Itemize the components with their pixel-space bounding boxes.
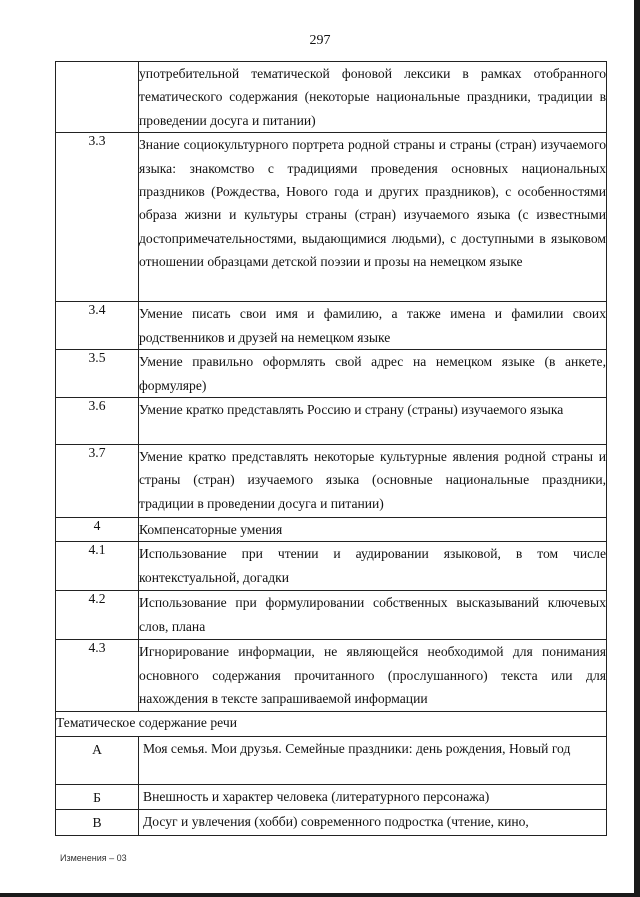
row-text: Компенсаторные умения <box>139 518 607 542</box>
row-text: Умение кратко представлять некоторые культурные явления родной страны и страны (стран) изучаемого языка (основные национальные праздники, традиции в проведении досуга и питании) <box>139 445 607 518</box>
row-text: Использование при чтении и аудировании языковой, в том числе контекстуальной, догадки <box>139 542 607 591</box>
page-number: 297 <box>309 33 331 48</box>
row-number: 4 <box>56 518 139 542</box>
row-text: Умение кратко представлять Россию и страну (страны) изучаемого языка <box>139 398 607 445</box>
table-row <box>56 591 607 640</box>
row-number: 3.5 <box>56 350 139 398</box>
row-letter: Б <box>56 784 139 809</box>
content-table <box>55 61 607 836</box>
row-number: 3.4 <box>56 302 139 350</box>
row-text: Знание социокультурного портрета родной страны и страны (стран) изучаемого языка: знакомство с традициями проведения основных национальных праздников (Рождества, Нового года и других праздников), с особенностями образа жизни и культуры страны (стран) изучаемого языка (с известными достопримечательностями, выдающимися людьми), с доступными в языковом отношении образцами детской поэзии и прозы на немецком языке <box>139 133 607 302</box>
table-row <box>56 62 607 133</box>
row-number: 4.1 <box>56 542 139 591</box>
row-text: употребительной тематической фоновой лексики в рамках отобранного тематического содержания (некоторые национальные праздники, традиции в проведении досуга и питании) <box>139 62 607 133</box>
row-number <box>56 62 139 133</box>
table-row <box>56 445 607 518</box>
page-footer: Изменения – 03 <box>60 853 127 863</box>
table-row <box>56 518 607 542</box>
row-number: 4.2 <box>56 591 139 640</box>
row-number: 3.7 <box>56 445 139 518</box>
row-number: 3.6 <box>56 398 139 445</box>
row-text: Умение писать свои имя и фамилию, а также имена и фамилии своих родственников и друзей на немецком языке <box>139 302 607 350</box>
row-text: Досуг и увлечения (хобби) современного подростка (чтение, кино, <box>139 809 607 835</box>
table-row <box>56 736 607 784</box>
row-letter: В <box>56 809 139 835</box>
row-text: Игнорирование информации, не являющейся необходимой для понимания основного содержания прочитанного (прослушанного) текста или для нахождения в тексте запрашиваемой информации <box>139 640 607 711</box>
row-text: Использование при формулировании собственных высказываний ключевых слов, плана <box>139 591 607 640</box>
section-header: Тематическое содержание речи <box>56 711 607 736</box>
scan-edge <box>0 893 640 897</box>
scan-edge <box>634 0 640 897</box>
table-row <box>56 133 607 302</box>
table-row <box>56 809 607 835</box>
row-number: 3.3 <box>56 133 139 302</box>
section-header-row <box>56 711 607 736</box>
table-row <box>56 350 607 398</box>
table-row <box>56 302 607 350</box>
table-row <box>56 542 607 591</box>
table-row <box>56 784 607 809</box>
row-text: Моя семья. Мои друзья. Семейные праздники: день рождения, Новый год <box>139 736 607 784</box>
row-number: 4.3 <box>56 640 139 711</box>
table-row <box>56 398 607 445</box>
row-text: Умение правильно оформлять свой адрес на немецком языке (в анкете, формуляре) <box>139 350 607 398</box>
row-text: Внешность и характер человека (литературного персонажа) <box>139 784 607 809</box>
table-row <box>56 640 607 711</box>
row-letter: А <box>56 736 139 784</box>
